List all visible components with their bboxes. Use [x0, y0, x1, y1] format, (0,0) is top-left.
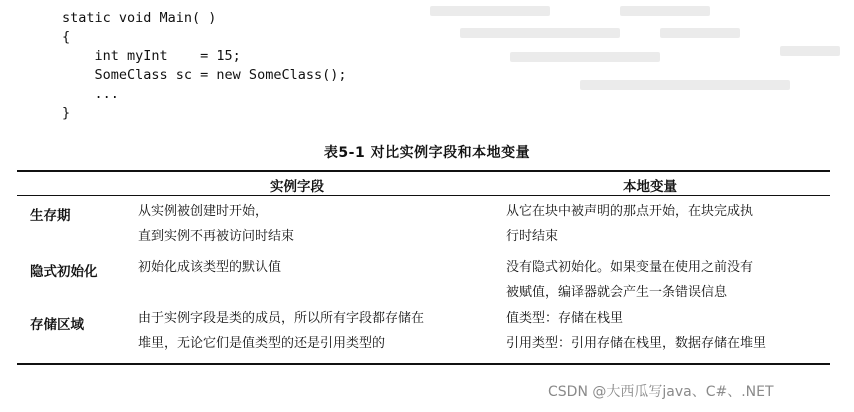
code-line: static void Main( )	[62, 10, 217, 26]
table-cell	[506, 306, 766, 356]
cell-line: 初始化成该类型的默认值	[138, 260, 282, 275]
cell-line: 堆里，无论它们是值类型的还是引用类型的	[138, 336, 386, 351]
watermark: CSDN @大西瓜写java、C#、.NET	[548, 384, 774, 400]
code-line: }	[62, 105, 71, 121]
code-line: {	[62, 29, 71, 45]
column-header-local-variable: 本地变量	[623, 179, 677, 195]
bleed-through-text	[420, 0, 850, 110]
table-caption: 表5-1 对比实例字段和本地变量	[323, 145, 531, 161]
table-cell	[506, 255, 753, 305]
code-line: int myInt = 15;	[62, 48, 241, 64]
code-line: SomeClass sc = new SomeClass();	[62, 67, 347, 83]
cell-line: 没有隐式初始化。如果变量在使用之前没有	[506, 260, 754, 275]
table-cell	[506, 199, 753, 249]
table-top-rule	[17, 170, 830, 172]
table-bottom-rule	[17, 363, 830, 365]
cell-line: 从实例被创建时开始，	[138, 204, 269, 219]
cell-line: 被赋值，编译器就会产生一条错误信息	[506, 285, 728, 300]
row-label-implicit-init: 隐式初始化	[30, 264, 98, 280]
cell-line: 引用类型：引用存储在栈里，数据存储在堆里	[506, 336, 767, 351]
table-cell	[138, 306, 424, 356]
column-header-instance-field: 实例字段	[270, 179, 324, 195]
row-label-lifetime: 生存期	[30, 208, 71, 224]
table-cell	[138, 199, 294, 249]
table-header-rule	[17, 195, 830, 196]
cell-line: 从它在块中被声明的那点开始，在块完成执	[506, 204, 754, 219]
cell-line: 值类型：存储在栈里	[506, 311, 624, 326]
cell-line: 行时结束	[506, 229, 559, 244]
code-snippet	[62, 9, 346, 123]
cell-line: 直到实例不再被访问时结束	[138, 229, 295, 244]
table-cell	[138, 255, 281, 280]
row-label-storage-area: 存储区域	[30, 317, 84, 333]
cell-line: 由于实例字段是类的成员，所以所有字段都存储在	[138, 311, 425, 326]
code-line: ...	[62, 86, 119, 102]
